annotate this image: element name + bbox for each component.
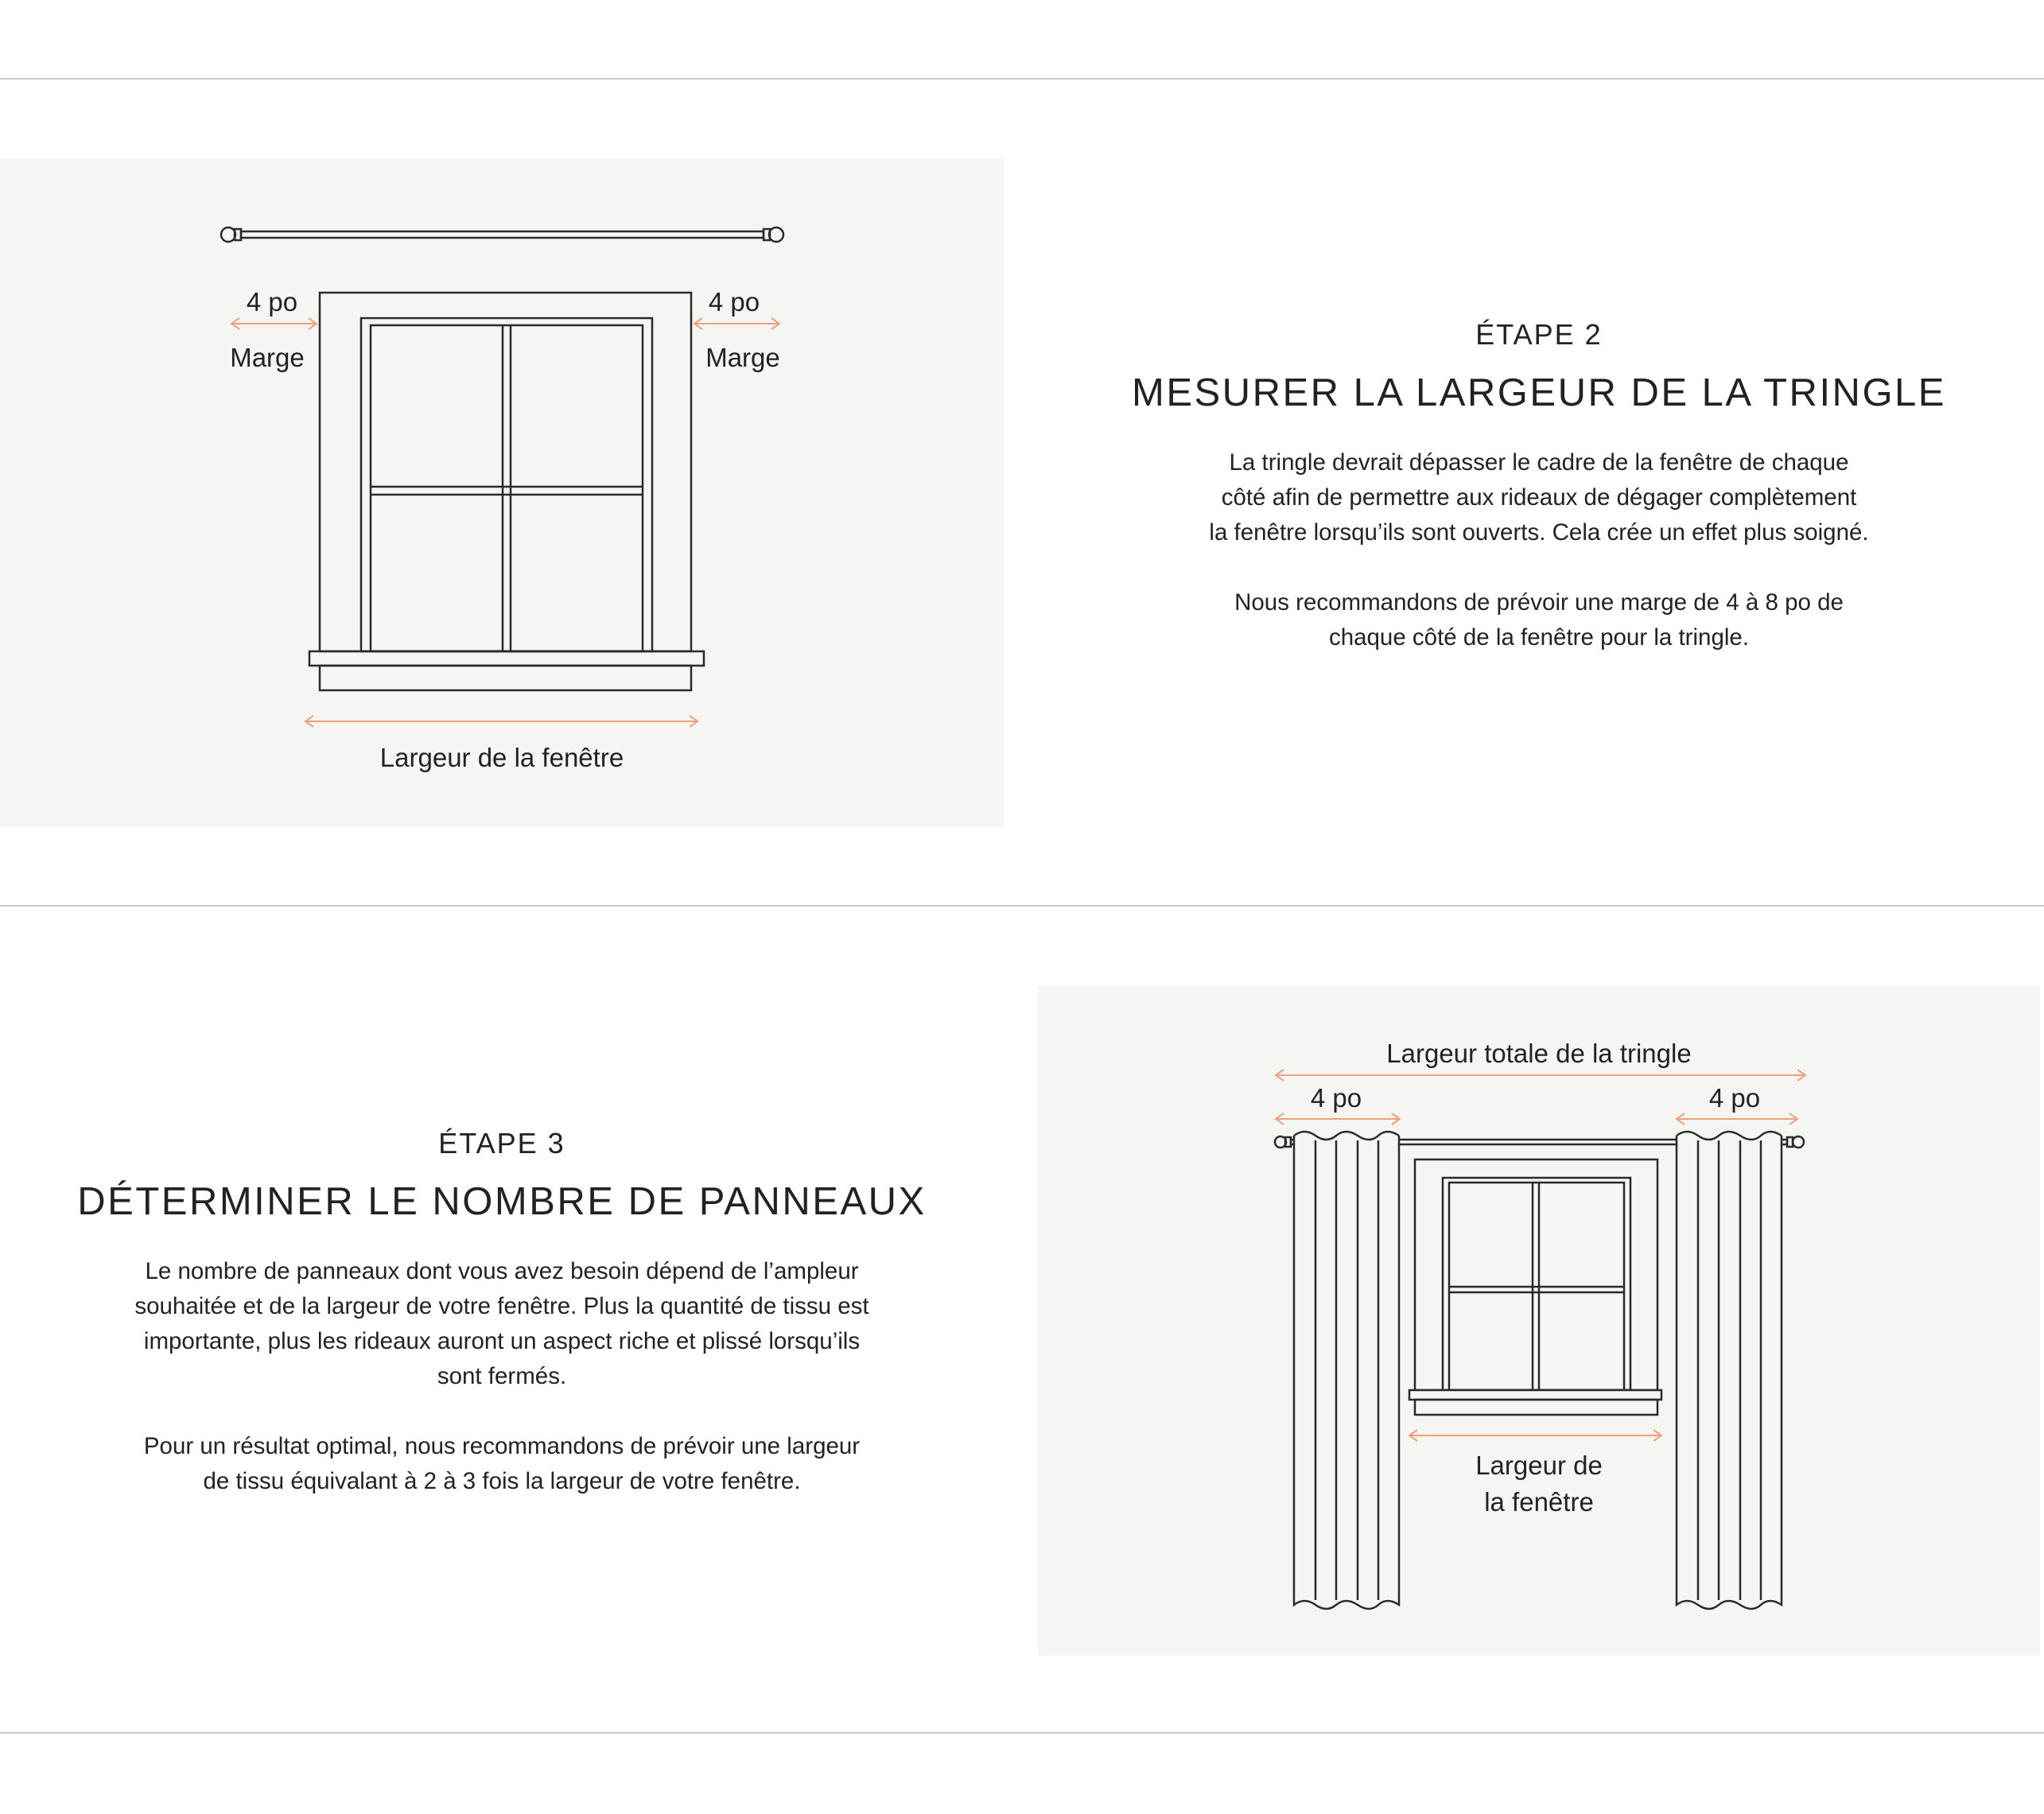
window-icon <box>309 293 704 690</box>
step2-text <box>1066 318 2012 655</box>
left-extension-value: 4 po <box>1310 1083 1362 1113</box>
window-width-arrow-icon <box>1409 1430 1661 1441</box>
step3-text <box>32 1127 972 1499</box>
left-margin-label: Marge <box>230 343 305 372</box>
left-margin-arrow-icon <box>231 318 317 329</box>
left-extension-arrow-icon <box>1276 1113 1400 1125</box>
text-line: La tringle devrait dépasser le cadre de la fenêtre de chaque <box>1229 449 1849 476</box>
right-margin-arrow-icon <box>694 318 779 329</box>
text-line: de tissu équivalant à 2 à 3 fois la largeur de votre fenêtre. <box>203 1468 801 1494</box>
panels-diagram <box>1038 986 2040 1656</box>
step3-paragraph-1 <box>32 1254 972 1394</box>
total-rod-width-arrow-icon <box>1276 1070 1805 1081</box>
step3-label: ÉTAPE 3 <box>438 1127 565 1159</box>
step2-title: MESURER LA LARGEUR DE LA TRINGLE <box>1132 371 1946 414</box>
right-extension-arrow-icon <box>1677 1113 1797 1125</box>
step2-label: ÉTAPE 2 <box>1475 318 1603 351</box>
text-line: sont fermés. <box>437 1363 567 1389</box>
window-width-label: Largeur de la fenêtre <box>379 743 624 772</box>
step2-paragraph-1 <box>1066 445 2012 550</box>
left-curtain-icon <box>1294 1132 1399 1609</box>
panels-diagram-panel <box>1038 986 2040 1656</box>
rod-width-diagram-panel <box>0 159 1004 827</box>
text-line: Nous recommandons de prévoir une marge de 4 à 8 po de <box>1234 589 1844 616</box>
text-line: la fenêtre lorsqu’ils sont ouverts. Cela crée un effet plus soigné. <box>1209 519 1869 546</box>
right-extension-value: 4 po <box>1708 1083 1761 1113</box>
window-width-label-line2: la fenêtre <box>1484 1487 1594 1517</box>
window-icon <box>1409 1159 1661 1415</box>
text-line: importante, plus les rideaux auront un aspect riche et plissé lorsqu’ils <box>143 1328 861 1354</box>
rod-width-diagram <box>0 159 1004 827</box>
text-line: chaque côté de la fenêtre pour la tringle. <box>1328 624 1750 651</box>
curtain-rod-icon <box>221 227 783 242</box>
text-line: côté afin de permettre aux rideaux de dégager complètement <box>1221 484 1857 511</box>
text-line: Le nombre de panneaux dont vous avez besoin dépend de l’ampleur <box>145 1258 859 1284</box>
window-width-arrow-icon <box>305 716 698 727</box>
step3-title: DÉTERMINER LE NOMBRE DE PANNEAUX <box>77 1180 927 1223</box>
middle-divider <box>0 905 2044 907</box>
right-margin-label: Marge <box>705 343 780 372</box>
total-rod-width-label: Largeur totale de la tringle <box>1386 1039 1692 1068</box>
step2-paragraph-2 <box>1066 585 2012 655</box>
bottom-divider <box>0 1732 2044 1734</box>
step3-paragraph-2 <box>32 1429 972 1499</box>
top-divider <box>0 78 2044 80</box>
right-margin-value: 4 po <box>708 287 760 317</box>
text-line: souhaitée et de la largeur de votre fenêtre. Plus la quantité de tissu est <box>134 1293 869 1319</box>
left-margin-value: 4 po <box>246 287 298 317</box>
step2-body <box>1066 445 2012 655</box>
text-line: Pour un résultat optimal, nous recommandons de prévoir une largeur <box>143 1433 861 1459</box>
step3-body <box>32 1254 972 1499</box>
window-width-label-line1: Largeur de <box>1475 1451 1603 1480</box>
right-curtain-icon <box>1677 1132 1782 1609</box>
